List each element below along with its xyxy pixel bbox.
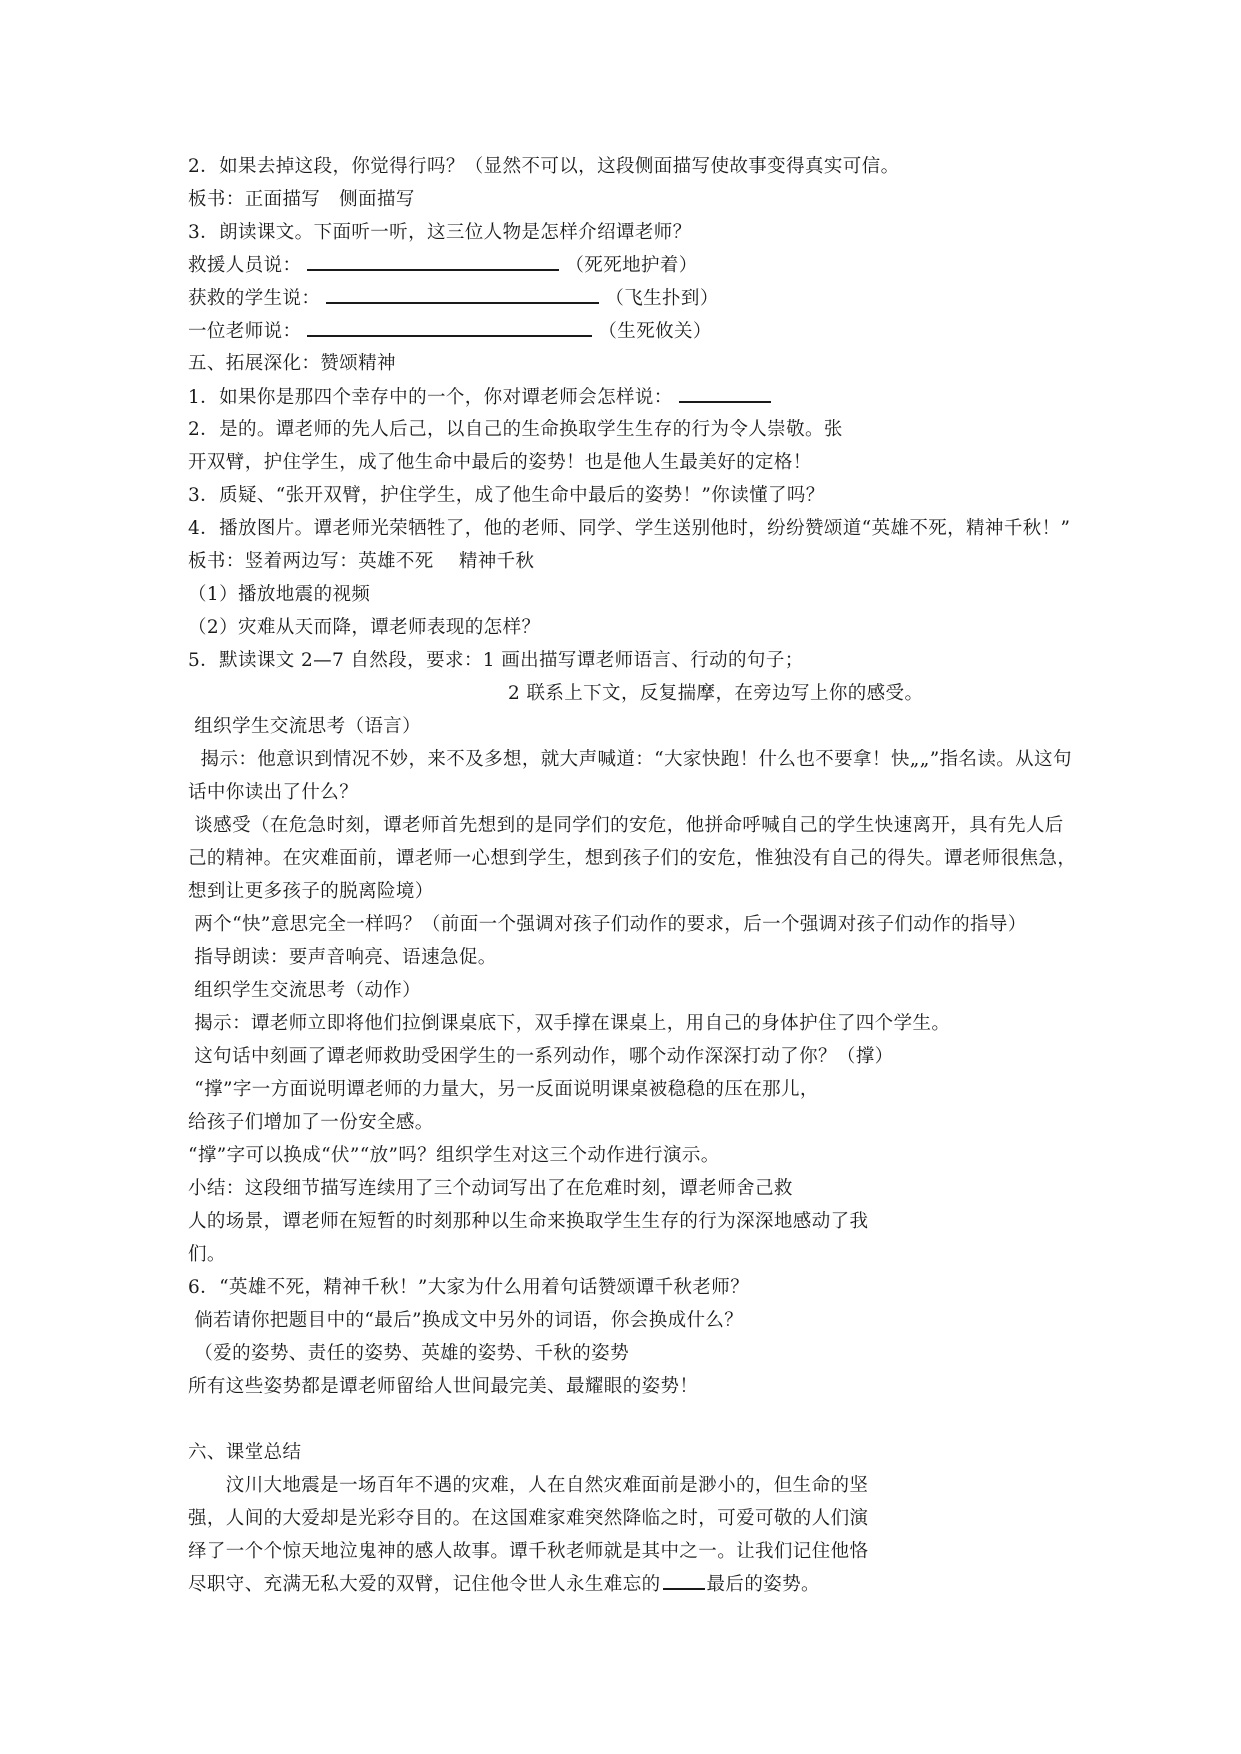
text-line: 谈感受（在危急时刻，谭老师首先想到的是同学们的安危，他拼命呼喊自己的学生快速离开，具有先人后 [188, 815, 1064, 836]
text-line: 开双臂，护住学生，成了他生命中最后的姿势！也是他人生最美好的定格！ [188, 452, 812, 473]
text-line: 板书：正面描写 侧面描写 [188, 189, 415, 210]
text-line: “撑”字可以换成“伏”“放”吗？组织学生对这三个动作进行演示。 [188, 1145, 720, 1166]
text-line: 3．质疑、“张开双臂，护住学生，成了他生命中最后的姿势！”你读懂了吗？ [188, 485, 825, 506]
answer-blank [326, 286, 599, 304]
text-line: 揭示：他意识到情况不妙，来不及多想，就大声喊道：“大家快跑！什么也不要拿！快„„”指名读。从这句 [188, 749, 1072, 770]
text-line-student [188, 286, 719, 311]
text-line: 4．播放图片。谭老师光荣牺牲了，他的老师、同学、学生送别他时，纷纷赞颂道“英雄不死，精神千秋！” [188, 518, 1071, 539]
text-line: 5．默读课文 2—7 自然段，要求：1 画出描写谭老师语言、行动的句子； [188, 650, 804, 671]
section-heading: 五、拓展深化：赞颂精神 [188, 353, 396, 374]
label: 救援人员说： [188, 255, 302, 276]
hint: （生死攸关） [598, 321, 712, 342]
text-line: 2．是的。谭老师的先人后己，以自己的生命换取学生生存的行为令人崇敬。张 [188, 419, 843, 440]
text-line: 人的场景，谭老师在短暂的时刻那种以生命来换取学生生存的行为深深地感动了我 [188, 1211, 869, 1232]
text-line: 3．朗读课文。下面听一听，这三位人物是怎样介绍谭老师？ [188, 222, 692, 243]
question: 1．如果你是那四个幸存中的一个，你对谭老师会怎样说： [188, 387, 673, 408]
text-line: 组织学生交流思考（语言） [188, 716, 422, 737]
text-line: 组织学生交流思考（动作） [188, 980, 422, 1001]
text: 最后的姿势。 [706, 1574, 820, 1595]
text-line-teacher [188, 319, 712, 344]
hint: （飞生扑到） [605, 288, 719, 309]
text-line: 指导朗读：要声音响亮、语速急促。 [188, 947, 497, 968]
text-line: 所有这些姿势都是谭老师留给人世间最完美、最耀眼的姿势！ [188, 1376, 699, 1397]
hint: （死死地护着） [565, 255, 698, 276]
label: 获救的学生说： [188, 288, 321, 309]
answer-blank [679, 385, 771, 403]
text-line: 强，人间的大爱却是光彩夺目的。在这国难家难突然降临之时，可爱可敬的人们演 [188, 1508, 869, 1529]
text-line [188, 1573, 820, 1597]
text-line: （1）播放地震的视频 [188, 584, 371, 605]
text-line: 绎了一个个惊天地泣鬼神的感人故事。谭千秋老师就是其中之一。让我们记住他恪 [188, 1541, 869, 1562]
text-line: 汶川大地震是一场百年不遇的灾难，人在自然灾难面前是渺小的，但生命的坚 [188, 1475, 869, 1496]
text-line: 两个“快”意思完全一样吗？（前面一个强调对孩子们动作的要求，后一个强调对孩子们动作的指导） [188, 914, 1027, 935]
text-line: 想到让更多孩子的脱离险境） [188, 881, 434, 902]
section-heading: 六、课堂总结 [188, 1442, 302, 1463]
answer-blank [307, 253, 559, 271]
text-line: 倘若请你把题目中的“最后”换成文中另外的词语，你会换成什么？ [188, 1310, 744, 1331]
text: 尽职守、充满无私大爱的双臂，记住他令世人永生难忘的 [188, 1574, 661, 1595]
text-line: 小结：这段细节描写连续用了三个动词写出了在危难时刻，谭老师舍己救 [188, 1178, 793, 1199]
text-line: 2．如果去掉这段，你觉得行吗？（显然不可以，这段侧面描写使故事变得真实可信。 [188, 156, 900, 177]
text-line: 话中你读出了什么？ [188, 782, 359, 803]
text-line: 们。 [188, 1244, 226, 1265]
text-line: 2 联系上下文，反复揣摩，在旁边写上你的感受。 [508, 683, 924, 704]
text-line: 这句话中刻画了谭老师救助受困学生的一系列动作，哪个动作深深打动了你？（撑） [188, 1046, 894, 1067]
text-line: （爱的姿势、责任的姿势、英雄的姿势、千秋的姿势 [188, 1343, 629, 1364]
dash-rule [663, 1578, 705, 1590]
text-line: 板书：竖着两边写：英雄不死 精神千秋 [188, 551, 535, 572]
text-line: （2）灾难从天而降，谭老师表现的怎样？ [188, 617, 541, 638]
text-line: “撑”字一方面说明谭老师的力量大，另一反面说明课桌被稳稳的压在那儿， [188, 1079, 819, 1100]
text-line: 己的精神。在灾难面前，谭老师一心想到学生，想到孩子们的安危，惟独没有自己的得失。谭老师很焦急， [188, 848, 1077, 869]
text-line [188, 385, 777, 410]
text-line: 6．“英雄不死，精神千秋！”大家为什么用着句话赞颂谭千秋老师？ [188, 1277, 750, 1298]
text-line-rescuer [188, 253, 698, 278]
answer-blank [307, 319, 592, 337]
text-line: 给孩子们增加了一份安全感。 [188, 1112, 434, 1133]
label: 一位老师说： [188, 321, 302, 342]
text-line: 揭示：谭老师立即将他们拉倒课桌底下，双手撑在课桌上，用自己的身体护住了四个学生。 [188, 1013, 951, 1034]
